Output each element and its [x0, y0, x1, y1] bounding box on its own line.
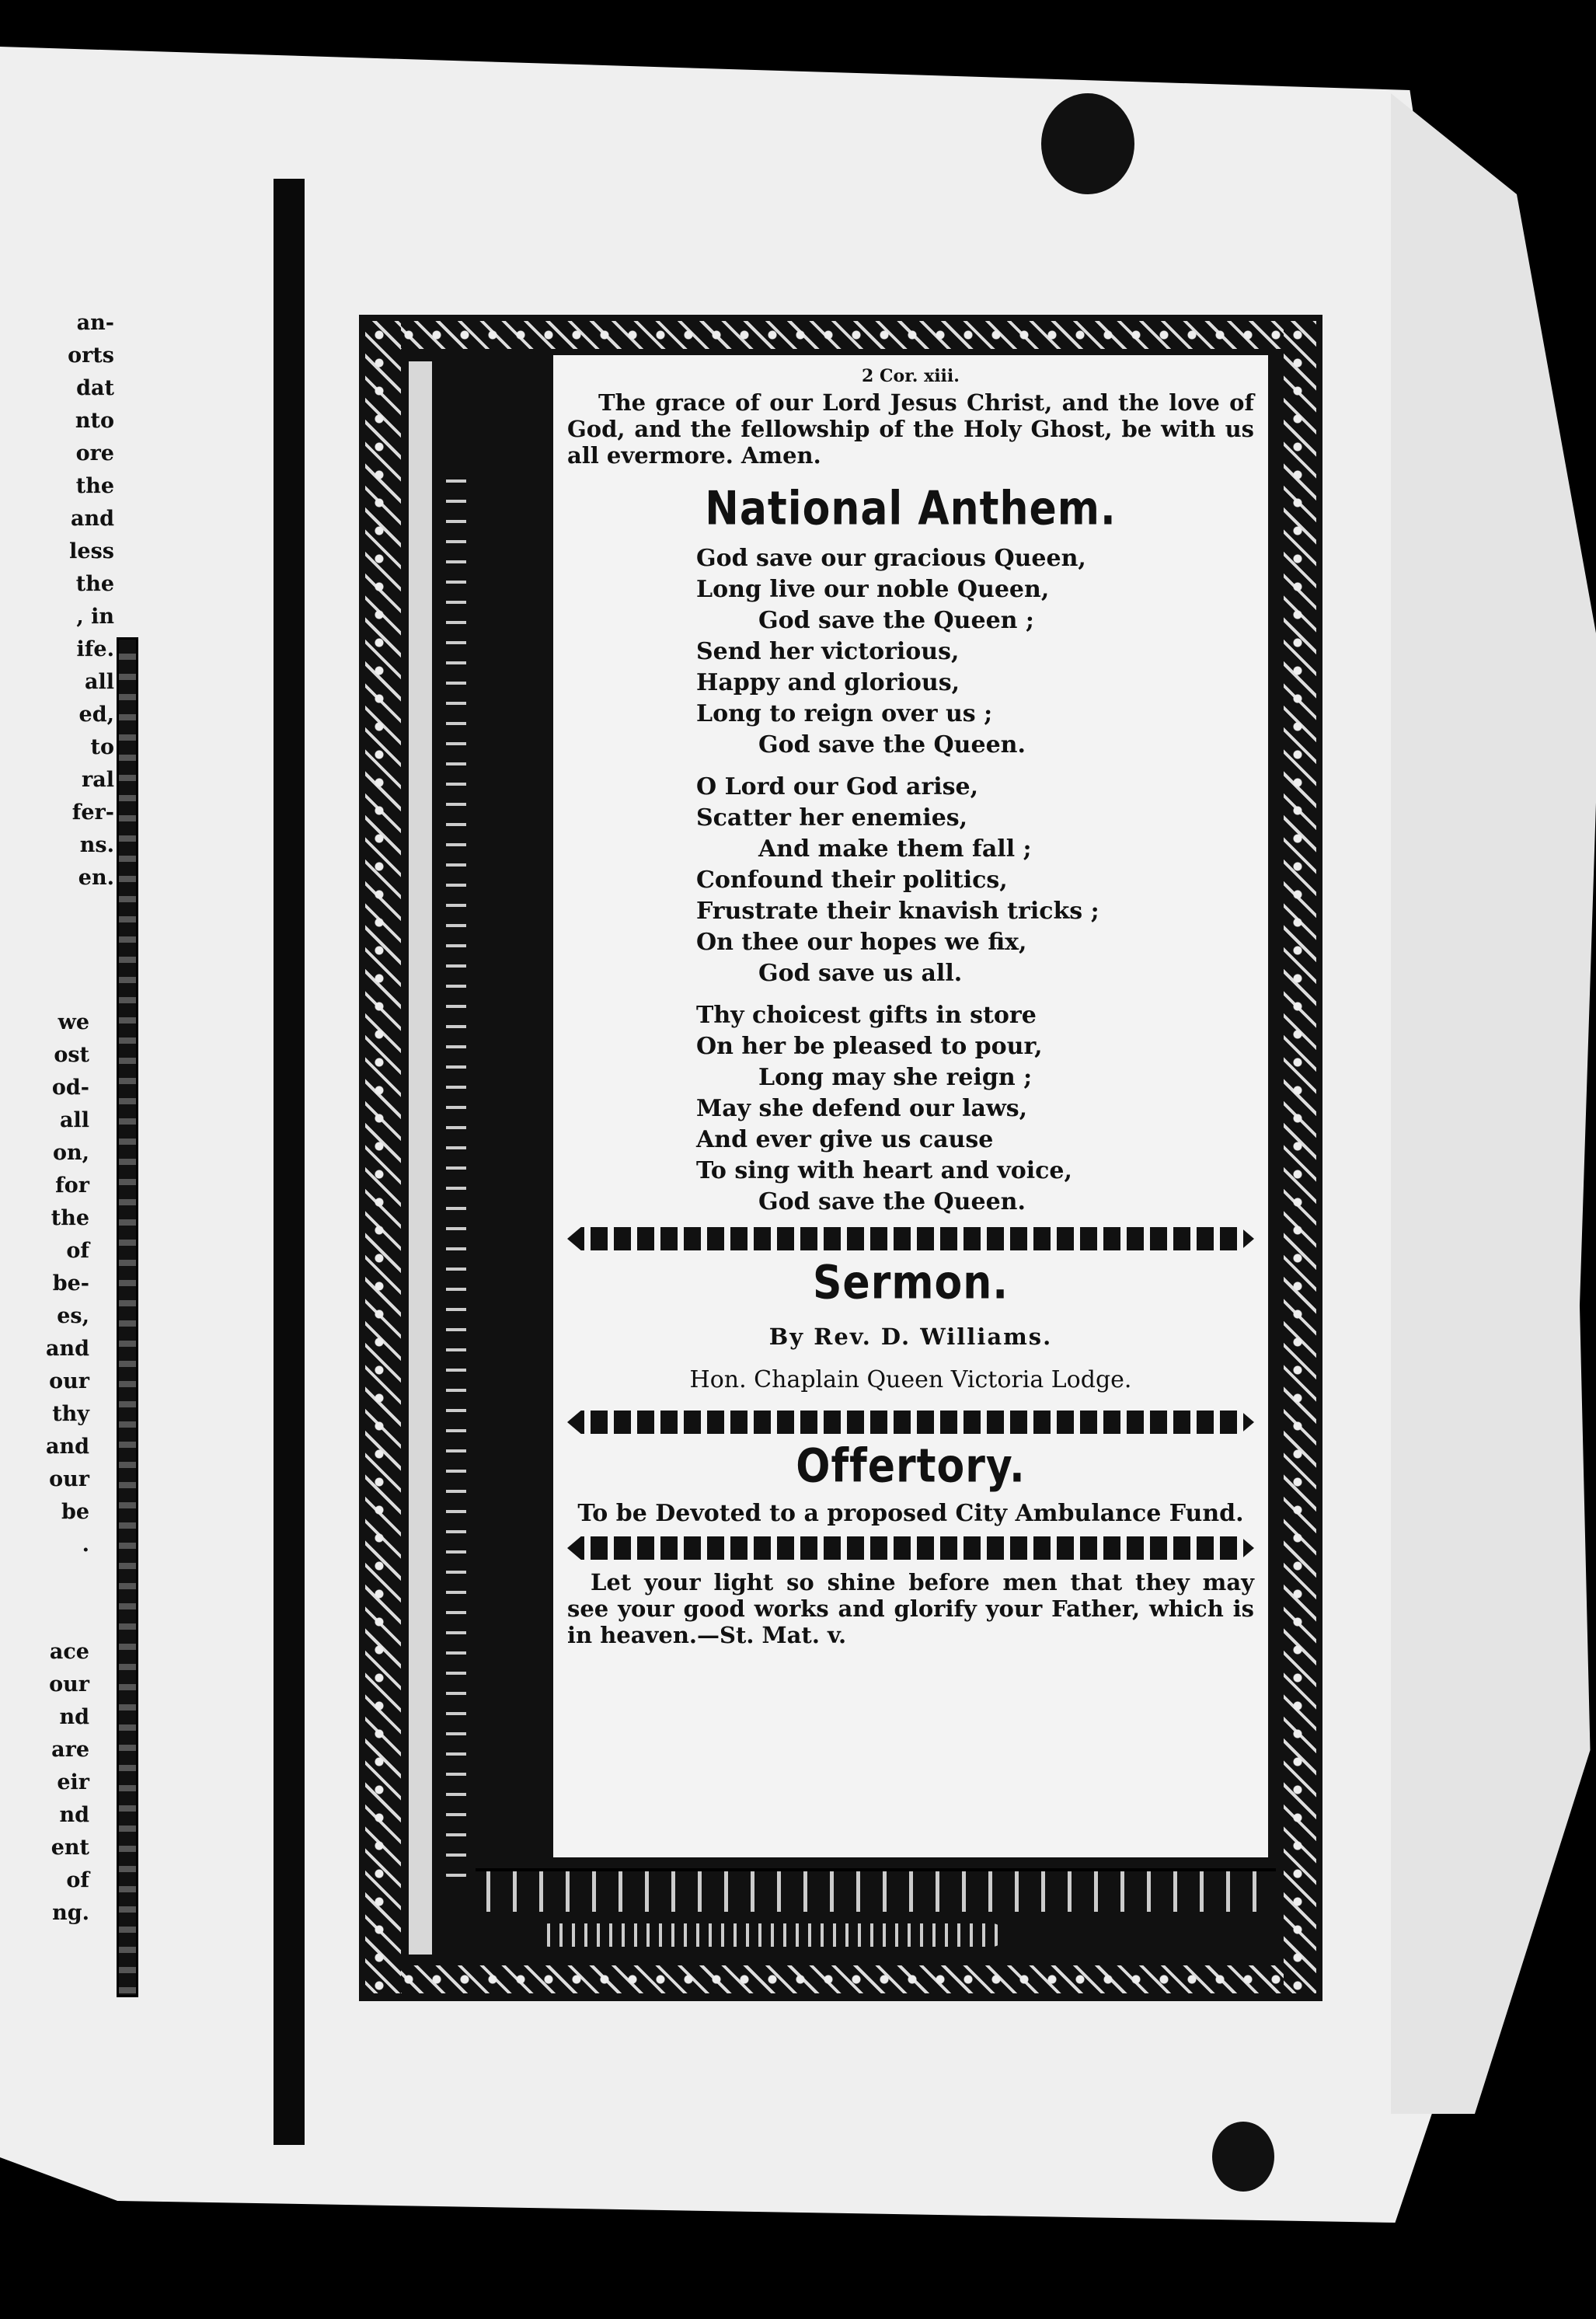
- left-column-fragment: to: [90, 735, 114, 759]
- verse-line: Confound their politics,: [696, 867, 1008, 894]
- left-column-fragment: for: [55, 1173, 89, 1198]
- left-column-fragment: our: [49, 1672, 89, 1697]
- page-gutter: [274, 179, 305, 2145]
- left-column-fragment: are: [51, 1738, 89, 1762]
- ornamental-border-right: [1284, 321, 1316, 1993]
- left-column-fragment: es,: [57, 1304, 89, 1328]
- verse-line: And make them fall ;: [758, 835, 1032, 863]
- verse-line: Happy and glorious,: [696, 669, 960, 696]
- verse-line: Long may she reign ;: [758, 1064, 1033, 1091]
- left-column-fragment: ng.: [52, 1901, 89, 1925]
- sermon-chaplain-title: Hon. Chaplain Queen Victoria Lodge.: [689, 1366, 1132, 1393]
- left-column-fragment: the: [51, 1206, 89, 1230]
- program-content: [553, 355, 1268, 1857]
- left-column-fragment: ife.: [76, 637, 114, 661]
- left-column-fragment: eir: [57, 1770, 89, 1794]
- verse-line: Scatter her enemies,: [696, 804, 968, 832]
- left-column-fragment: , in: [76, 605, 114, 629]
- left-column-fragment: be-: [52, 1271, 89, 1296]
- left-column-fragment: thy: [52, 1402, 89, 1426]
- anthem-heading: National Anthem.: [705, 482, 1117, 536]
- left-column-fragment: of: [66, 1239, 89, 1263]
- left-column-fragment: en.: [78, 866, 114, 890]
- verse-line: God save the Queen.: [758, 731, 1026, 758]
- left-column-fragment: ral: [82, 768, 114, 792]
- sermon-preacher: By Rev. D. Williams.: [768, 1323, 1053, 1350]
- left-column-fragment: of: [66, 1868, 89, 1892]
- left-column-fragment: od-: [51, 1076, 89, 1100]
- left-column-fragment: an-: [76, 311, 114, 335]
- left-column-fragment: the: [75, 474, 114, 498]
- left-column-fragment: all: [84, 670, 114, 694]
- left-column-fragment: we: [57, 1010, 89, 1034]
- left-column-fragment: and: [45, 1435, 89, 1459]
- ornamental-border-inner-bottom: [476, 1868, 1276, 1912]
- sermon-heading: Sermon.: [812, 1256, 1009, 1310]
- verse-line: On her be pleased to pour,: [696, 1033, 1043, 1060]
- anthem-verse-3: [696, 1000, 1254, 1218]
- ornamental-border-inner: [409, 361, 432, 1955]
- verse-line: God save the Queen ;: [758, 607, 1034, 634]
- closing-scripture: Let your light so shine before men that they may see your good works and glorify your Father, which is in heaven.—St. Mat. v.: [567, 1569, 1254, 1648]
- left-column-border: [117, 637, 138, 1997]
- left-page-column: [0, 311, 128, 2021]
- left-column-fragment: the: [75, 572, 114, 596]
- left-column-fragment: less: [69, 539, 114, 563]
- chevron-ornament-column: [446, 470, 466, 1885]
- ornamental-divider: [567, 1411, 1254, 1434]
- verse-line: On thee our hopes we fix,: [696, 929, 1027, 956]
- left-column-fragment: be: [61, 1500, 89, 1524]
- verse-line: And ever give us cause: [696, 1126, 994, 1153]
- left-column-fragment: nd: [59, 1803, 89, 1827]
- ink-stain-top: [1041, 93, 1134, 194]
- left-column-fragment: our: [49, 1467, 89, 1491]
- chevron-ornament-strip: [538, 1923, 1004, 1947]
- ornamental-border-left: [365, 321, 401, 1993]
- verse-line: Long live our noble Queen,: [696, 576, 1050, 603]
- offertory-purpose: To be Devoted to a proposed City Ambulance Fund.: [577, 1500, 1244, 1527]
- verse-line: Send her victorious,: [696, 638, 960, 665]
- left-column-fragment: .: [82, 1533, 89, 1557]
- paper-torn-edge: [1391, 93, 1596, 2114]
- anthem-verse-2: [696, 772, 1254, 989]
- left-column-fragment: ns.: [79, 833, 114, 857]
- benediction-text: The grace of our Lord Jesus Christ, and the love of God, and the fellowship of the Holy Ghost, be with us all evermore. Amen.: [567, 389, 1254, 469]
- left-column-fragment: dat: [76, 376, 114, 400]
- verse-line: God save our gracious Queen,: [696, 545, 1086, 572]
- ink-stain-bottom: [1212, 2122, 1274, 2192]
- verse-line: O Lord our God arise,: [696, 773, 979, 800]
- verse-line: Frustrate their knavish tricks ;: [696, 898, 1099, 925]
- left-column-fragment: and: [45, 1337, 89, 1361]
- left-column-fragment: all: [59, 1108, 89, 1132]
- verse-line: Long to reign over us ;: [696, 700, 993, 727]
- program-card: [359, 315, 1322, 2001]
- left-column-fragment: fer-: [71, 800, 114, 825]
- ornamental-divider: [567, 1536, 1254, 1560]
- scripture-reference: 2 Cor. xiii.: [862, 366, 960, 386]
- left-column-fragment: ed,: [78, 703, 114, 727]
- left-column-fragment: ace: [49, 1640, 89, 1664]
- left-column-fragment: our: [49, 1369, 89, 1393]
- left-column-fragment: nd: [59, 1705, 89, 1729]
- verse-line: God save the Queen.: [758, 1188, 1026, 1215]
- anthem-verse-1: [696, 543, 1254, 761]
- ornamental-border-bottom: [367, 1965, 1315, 1993]
- left-column-fragment: ent: [51, 1836, 89, 1860]
- verse-line: To sing with heart and voice,: [696, 1157, 1072, 1184]
- offertory-heading: Offertory.: [796, 1439, 1026, 1494]
- ornamental-border-top: [367, 321, 1315, 349]
- left-column-fragment: and: [70, 507, 114, 531]
- left-column-fragment: ore: [75, 441, 114, 466]
- left-column-fragment: on,: [52, 1141, 89, 1165]
- ornamental-divider: [567, 1227, 1254, 1250]
- verse-line: Thy choicest gifts in store: [696, 1002, 1037, 1029]
- verse-line: May she defend our laws,: [696, 1095, 1028, 1122]
- left-column-fragment: nto: [75, 409, 114, 433]
- verse-line: God save us all.: [758, 960, 963, 987]
- left-column-fragment: ost: [54, 1043, 89, 1067]
- left-column-fragment: orts: [68, 343, 114, 368]
